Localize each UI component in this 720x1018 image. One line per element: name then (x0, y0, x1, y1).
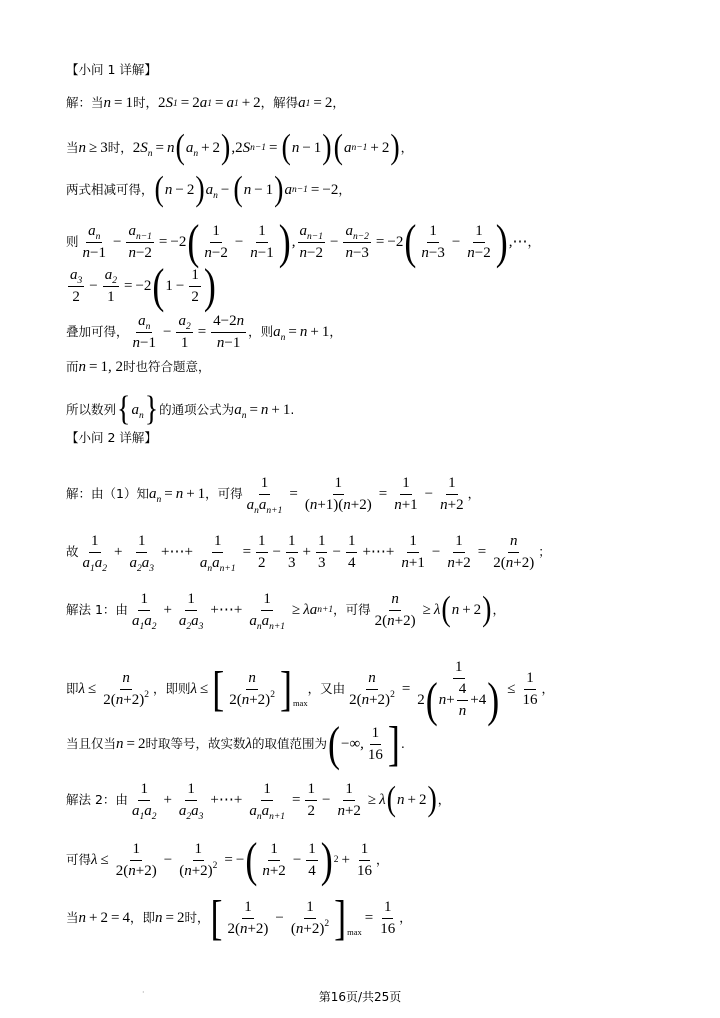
line-conclusion1: 所以数列 { $a_n$ } 的通项公式为 $a_n$ = n + 1 . (66, 390, 295, 429)
line-lambda-bound: 即 λ ≤ $\frac{n}{2(n+2)^2}$ ，即则 λ ≤ [ $\frac{n}{2(n+2)^2}$ ] max ，又由 $\frac{n}{2(n+2)^2}$ = 1 2 ( n + $\frac{4}{n}$ +4 ) ≤ $\frac{1}{16}$ ， (66, 659, 554, 727)
line-telescope: 则 $\frac{a_n}{n-1}$ − $\frac{a_{n-1}}{n-2}$ = −2 ( $\frac{1}{n-2}$ − $\frac{1}{n-1}$ ) , $\frac{a_{n-1}}{n-2}$ − $\frac{a_{n-2}}{n-3}$ = −2 ( $\frac{1}{n-3}$ − $\frac{1}{n-2}$ ) ,⋯ ， (66, 215, 541, 270)
line-reciprocal: 解：由（1）知 $a_n$ = n + 1 ，可得 $\frac{1}{a_na_{n+1}}$ = $\frac{1}{(n+1)(n+2)}$ = $\frac{1}{n+1}$ − $\frac{1}{n+2}$ ， (66, 475, 481, 516)
line-lambda-square: 可得 λ ≤ $\frac{1}{2(n+2)}$ − $\frac{1}{(n+2)^2}$ = − ( $\frac{1}{n+2}$ − $\frac{1}{4}$ ) 2 + $\frac{1}{16}$ ， (66, 833, 389, 888)
page-footer: 第16页/共25页 (318, 990, 402, 1004)
line-method2: 解法 2：由 $\frac{1}{a_1a_2}$ + $\frac{1}{a_2a_3}$ +⋯+ $\frac{1}{a_na_{n+1}}$ = $\frac{1}{2}$ − $\frac{1}{n+2}$ ≥ λ ( n + 2 ) ， (66, 780, 451, 822)
line-method1: 解法 1：由 $\frac{1}{a_1a_2}$ + $\frac{1}{a_2a_3}$ +⋯+ $\frac{1}{a_na_{n+1}}$ ≥ λa n+1 ，可得 $\frac{n}{2(n+2)}$ ≥ λ ( n + 2 ) ， (66, 590, 506, 632)
line-recurrence: 当 n ≥ 3 时， 2 $S_n$ = n ( $a_n$ + 2 ) ,2 S n−1 = ( n − 1 ) ( a n−1 + 2 ) ， (66, 128, 414, 167)
line-telescope-last: $\frac{a_3}{2}$ − $\frac{a_2}{1}$ = −2 ( 1 − $\frac{1}{2}$ ) (70, 259, 216, 314)
line-subtract: 两式相减可得， ( n − 2 ) $a_n$ − ( n − 1 ) a n−1 = −2 ， (66, 170, 351, 209)
line-sum2: 故 $\frac{1}{a_1a_2}$ + $\frac{1}{a_2a_3}$ +⋯+ $\frac{1}{a_na_{n+1}}$ = $\frac{1}{2}$ − $\frac{1}{3}$ + $\frac{1}{3}$ − $\frac{1}{4}$ +⋯+ $\frac{1}{n+1}$ − $\frac{1}{n+2}$ = $\frac{n}{2(n+2)}$ ； (66, 533, 551, 574)
line-range: 当且仅当 n = 2 时取等号，故实数 λ 的取值范围为 ( −∞, $\frac{1}{16}$ ] . (66, 717, 405, 772)
line-max-value: 当 n + 2 = 4 ，即 n = 2 时， [ $\frac{1}{2(n+2)}$ − $\frac{1}{(n+2)^2}$ ] max = $\frac{1}{16}$ ， (66, 891, 412, 946)
line-check: 而 n = 1, 2 时也符合题意， (66, 359, 211, 375)
section1-title: 【小问 1 详解】 (66, 62, 157, 77)
decorative-dot: · (142, 988, 145, 997)
section2-title: 【小问 2 详解】 (66, 430, 157, 445)
line-base-case: 解：当 n = 1 时， 2 S 1 = 2 a 1 = a 1 + 2 ，解得 a 1 = 2 ， (66, 95, 345, 111)
line-sum: 叠加可得， $\frac{a_n}{n-1}$ − $\frac{a_2}{1}$ = $\frac{4-2n}{n-1}$ ，则 $a_n$ = n + 1 ， (66, 313, 342, 351)
